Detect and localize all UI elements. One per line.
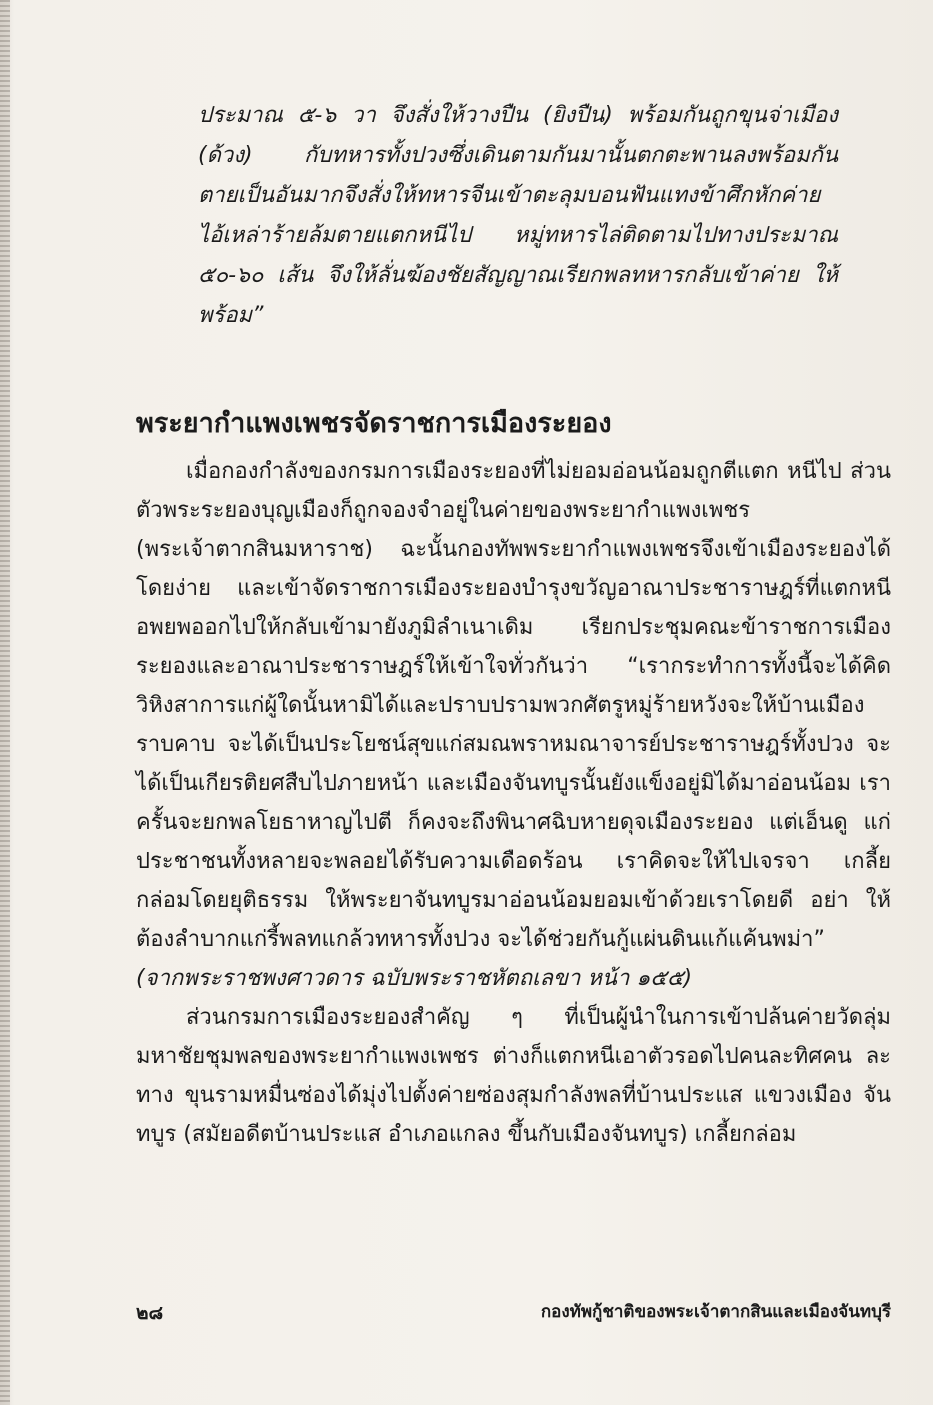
section-heading: พระยากำแพงเพชรจัดราชการเมืองระยอง (136, 408, 612, 439)
body-text (136, 452, 891, 1154)
body-paragraph-2: ส่วนกรมการเมืองระยองสำคัญ ๆ ที่เป็นผู้นำในการเข้าปล้นค่ายวัดลุ่ม มหาชัยชุมพลของพระยากำแพงเพชร ต่างก็แตกหนีเอาตัวรอดไปคนละทิศคน ละทาง ขุนรามหมื่นซ่องได้มุ่งไปตั้งค่ายซ่องสุมกำลังพลที่บ้านประแส แขวงเมือง จันทบูร (สมัยอดีตบ้านประแส อำเภอแกลง ขึ้นกับเมืองจันทบูร) เกลี้ยกล่อม (136, 1005, 891, 1147)
citation: (จากพระราชพงศาวดาร ฉบับพระราชหัตถเลขา หน้า ๑๕๕) (136, 966, 693, 991)
page-number: ๒๘ (136, 1302, 164, 1324)
page-footer (136, 1298, 891, 1328)
quote-paragraph: ประมาณ ๕-๖ วา จึงสั่งให้วางปืน (ยิงปืน) พร้อมกันถูกขุนจ่าเมือง (ด้วง) กับทหารทั้งปวงซึ่งเดินตามกันมานั้นตกตะพานลงพร้อมกัน ตายเป็นอันมากจึงสั่งให้ทหารจีนเข้าตะลุมบอนฟันแทงข้าศึกหักค่าย ไอ้เหล่าร้ายล้มตายแตกหนีไป หมู่ทหารไล่ติดตามไปทางประมาณ ๕๐-๖๐ เส้น จึงให้ลั่นฆ้องชัยสัญญาณเรียกพลทหารกลับเข้าค่าย ให้พร้อม” (198, 103, 838, 328)
running-title: กองทัพกู้ชาติของพระเจ้าตากสินและเมืองจันทบุรี (540, 1302, 891, 1322)
page-binding-edge (0, 0, 10, 1405)
body-paragraph-1: เมื่อกองกำลังของกรมการเมืองระยองที่ไม่ยอมอ่อนน้อมถูกตีแตก หนีไป ส่วนตัวพระระยองบุญเมืองก็ถูกจองจำอยู่ในค่ายของพระยากำแพงเพชร (พระเจ้าตากสินมหาราช) ฉะนั้นกองทัพพระยากำแพงเพชรจึงเข้าเมืองระยองได้ โดยง่าย และเข้าจัดราชการเมืองระยองบำรุงขวัญอาณาประชาราษฎร์ที่แตกหนี อพยพออกไปให้กลับเข้ามายังภูมิลำเนาเดิม เรียกประชุมคณะข้าราชการเมือง ระยองและอาณาประชาราษฎร์ให้เข้าใจทั่วกันว่า “เรากระทำการทั้งนี้จะได้คิด วิหิงสาการแก่ผู้ใดนั้นหามิได้และปราบปรามพวกศัตรูหมู่ร้ายหวังจะให้บ้านเมือง ราบคาบ จะได้เป็นประโยชน์สุขแก่สมณพราหมณาจารย์ประชาราษฎร์ทั้งปวง จะได้เป็นเกียรติยศสืบไปภายหน้า และเมืองจันทบูรนั้นยังแข็งอยู่มิได้มาอ่อนน้อม เรา ครั้นจะยกพลโยธาหาญไปตี ก็คงจะถึงพินาศฉิบหายดุจเมืองระยอง แต่เอ็นดู แก่ประชาชนทั้งหลายจะพลอยได้รับความเดือดร้อน เราคิดจะให้ไปเจรจา เกลี้ยกล่อมโดยยุติธรรม ให้พระยาจันทบูรมาอ่อนน้อมยอมเข้าด้วยเราโดยดี อย่า ให้ต้องลำบากแก่รี้พลทแกล้วทหารทั้งปวง จะได้ช่วยกันกู้แผ่นดินแก้แค้นพม่า” (136, 459, 891, 952)
block-quote (198, 96, 838, 336)
